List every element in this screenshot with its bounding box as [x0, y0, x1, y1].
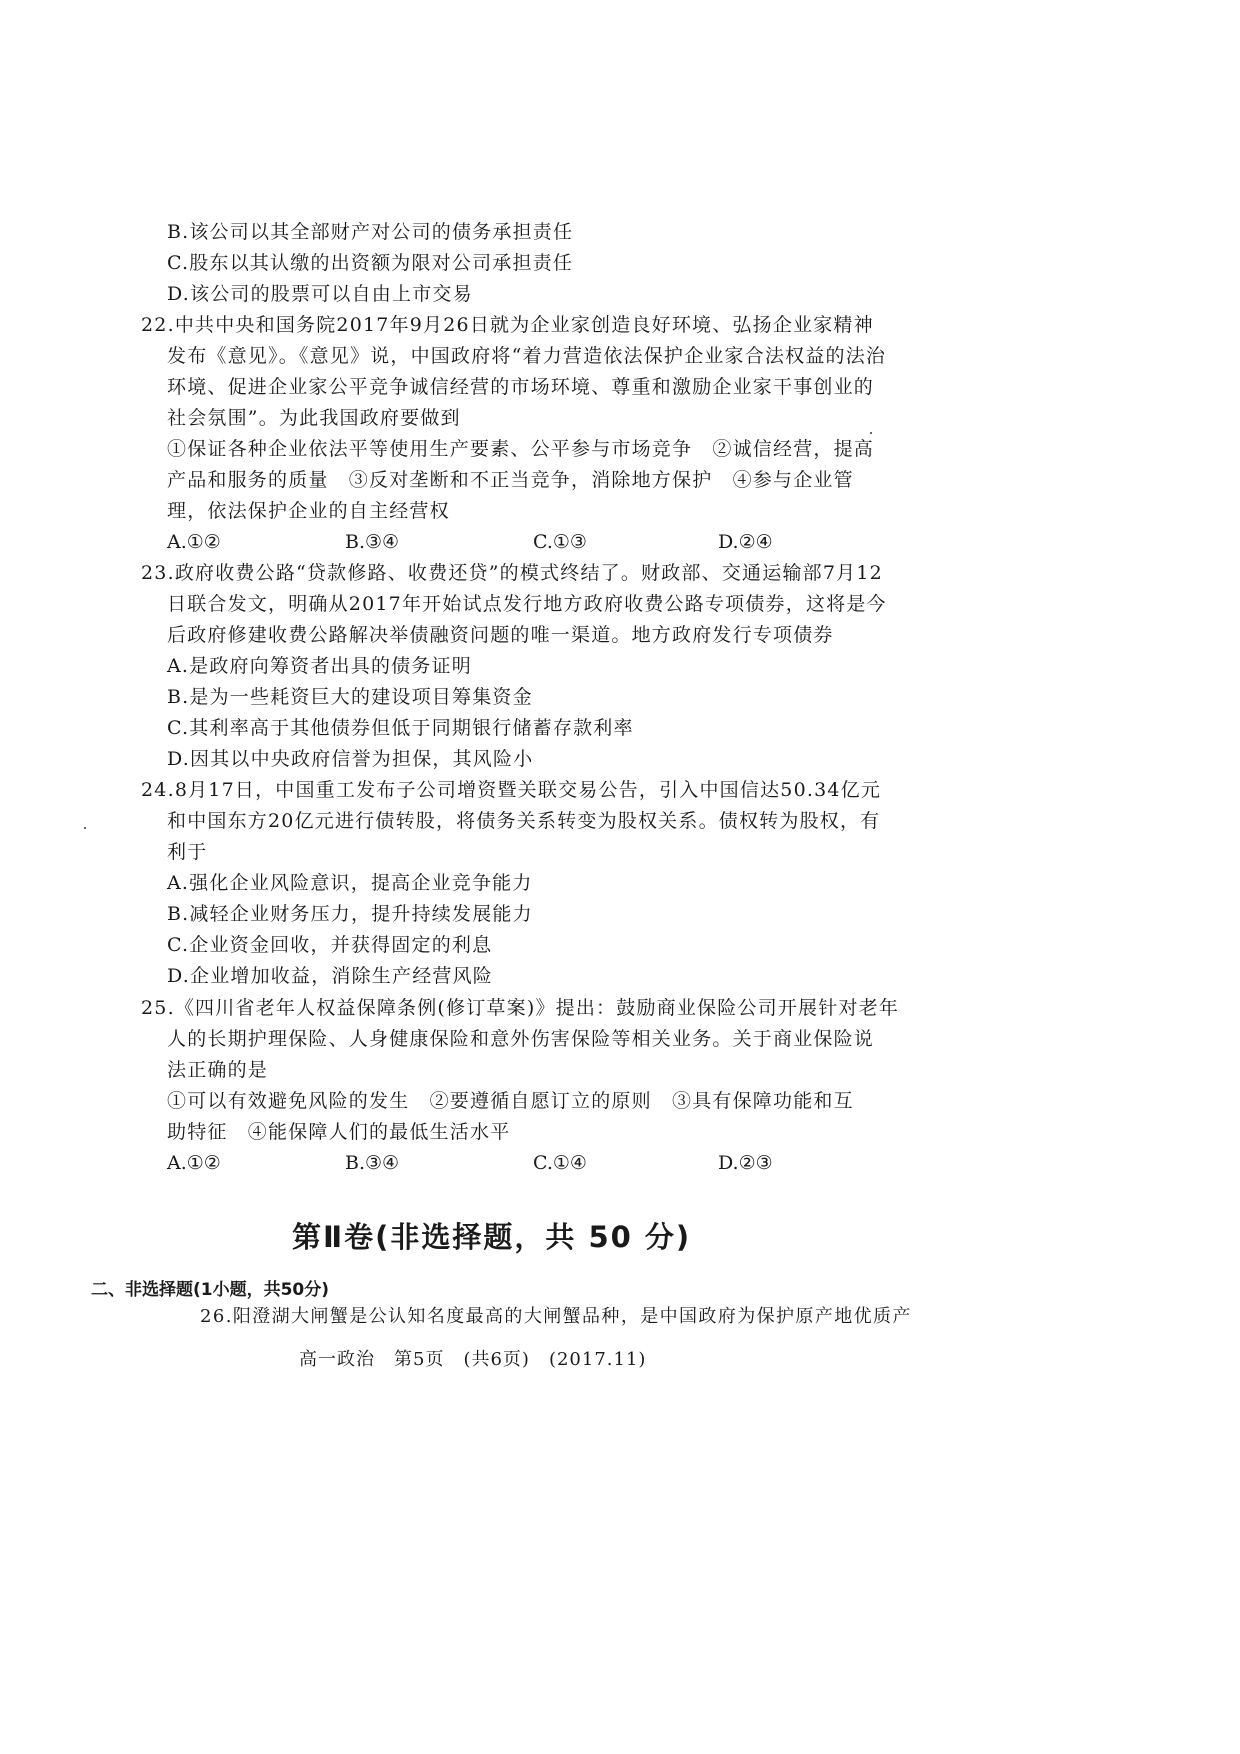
q23-option-c: C.其利率高于其他债券但低于同期银行储蓄存款利率	[167, 717, 634, 739]
q24-option-b: B.减轻企业财务压力，提升持续发展能力	[167, 903, 533, 925]
q24-stem-line: 利于	[167, 841, 208, 863]
q22-stem-line: 环境、促进企业家公平竞争诚信经营的市场环境、尊重和激励企业家干事创业的	[167, 376, 875, 398]
scan-speck	[870, 432, 872, 434]
q21-option-c: C.股东以其认缴的出资额为限对公司承担责任	[167, 252, 574, 274]
q22-statement-line: 产品和服务的质量 ③反对垄断和不正当竞争，消除地方保护 ④参与企业管	[167, 469, 854, 491]
q23-stem-line: 后政府修建收费公路解决举债融资问题的唯一渠道。地方政府发行专项债券	[167, 624, 834, 646]
page-footer: 高一政治 第5页 (共6页) (2017.11)	[299, 1349, 647, 1370]
q22-choice-b: B.③④	[345, 531, 400, 553]
q25-choice-a: A.①②	[167, 1152, 221, 1174]
q22-stem-line: 发布《意见》。《意见》说，中国政府将“着力营造依法保护企业家合法权益的法治	[167, 345, 887, 367]
q22-choice-c: C.①③	[533, 531, 587, 553]
q25-choice-c: C.①④	[533, 1152, 587, 1174]
question-26-start: 26.阳澄湖大闸蟹是公认知名度最高的大闸蟹品种，是中国政府为保护原产地优质产	[200, 1306, 912, 1327]
q21-option-b: B.该公司以其全部财产对公司的债务承担责任	[167, 221, 574, 243]
q23-option-a: A.是政府向筹资者出具的债务证明	[167, 655, 472, 677]
q24-stem-line: 和中国东方20亿元进行债转股，将债务关系转变为股权关系。债权转为股权，有	[167, 810, 881, 832]
part-heading: 二、非选择题(1小题，共50分)	[91, 1280, 330, 1300]
scan-speck	[84, 827, 86, 829]
q25-statement-line: ①可以有效避免风险的发生 ②要遵循自愿订立的原则 ③具有保障功能和互	[167, 1090, 854, 1112]
q24-option-a: A.强化企业风险意识，提高企业竞争能力	[167, 872, 533, 894]
section-title: 第Ⅱ卷(非选择题，共 50 分)	[292, 1220, 692, 1254]
q25-statement-line: 助特征 ④能保障人们的最低生活水平	[167, 1121, 511, 1143]
q24-option-c: C.企业资金回收，并获得固定的利息	[167, 934, 493, 956]
q25-stem-line: 25.《四川省老年人权益保障条例(修订草案)》提出：鼓励商业保险公司开展针对老年	[141, 997, 900, 1019]
q22-statement-line: ①保证各种企业依法平等使用生产要素、公平参与市场竞争 ②诚信经营，提高	[167, 438, 875, 460]
q24-stem-line: 24.8月17日，中国重工发布子公司增资暨关联交易公告，引入中国信达50.34亿元	[141, 779, 882, 801]
q25-stem-line: 法正确的是	[167, 1059, 269, 1081]
q23-option-b: B.是为一些耗资巨大的建设项目筹集资金	[167, 686, 533, 708]
q22-statement-line: 理，依法保护企业的自主经营权	[167, 500, 450, 522]
q25-choice-b: B.③④	[345, 1152, 400, 1174]
q23-stem-line: 23.政府收费公路“贷款修路、收费还贷”的模式终结了。财政部、交通运输部7月12	[141, 562, 883, 584]
q22-stem-line: 22.中共中央和国务院2017年9月26日就为企业家创造良好环境、弘扬企业家精神	[141, 314, 874, 336]
q22-stem-line: 社会氛围”。为此我国政府要做到	[167, 407, 461, 429]
q21-option-d: D.该公司的股票可以自由上市交易	[167, 283, 473, 305]
q23-stem-line: 日联合发文，明确从2017年开始试点发行地方政府收费公路专项债券，这将是今	[167, 593, 887, 615]
q22-choice-a: A.①②	[167, 531, 221, 553]
q22-choice-d: D.②④	[718, 531, 773, 553]
q25-choice-d: D.②③	[718, 1152, 773, 1174]
q24-option-d: D.企业增加收益，消除生产经营风险	[167, 965, 493, 987]
q23-option-d: D.因其以中央政府信誉为担保，其风险小	[167, 748, 534, 770]
q25-stem-line: 人的长期护理保险、人身健康保险和意外伤害保险等相关业务。关于商业保险说	[167, 1028, 875, 1050]
